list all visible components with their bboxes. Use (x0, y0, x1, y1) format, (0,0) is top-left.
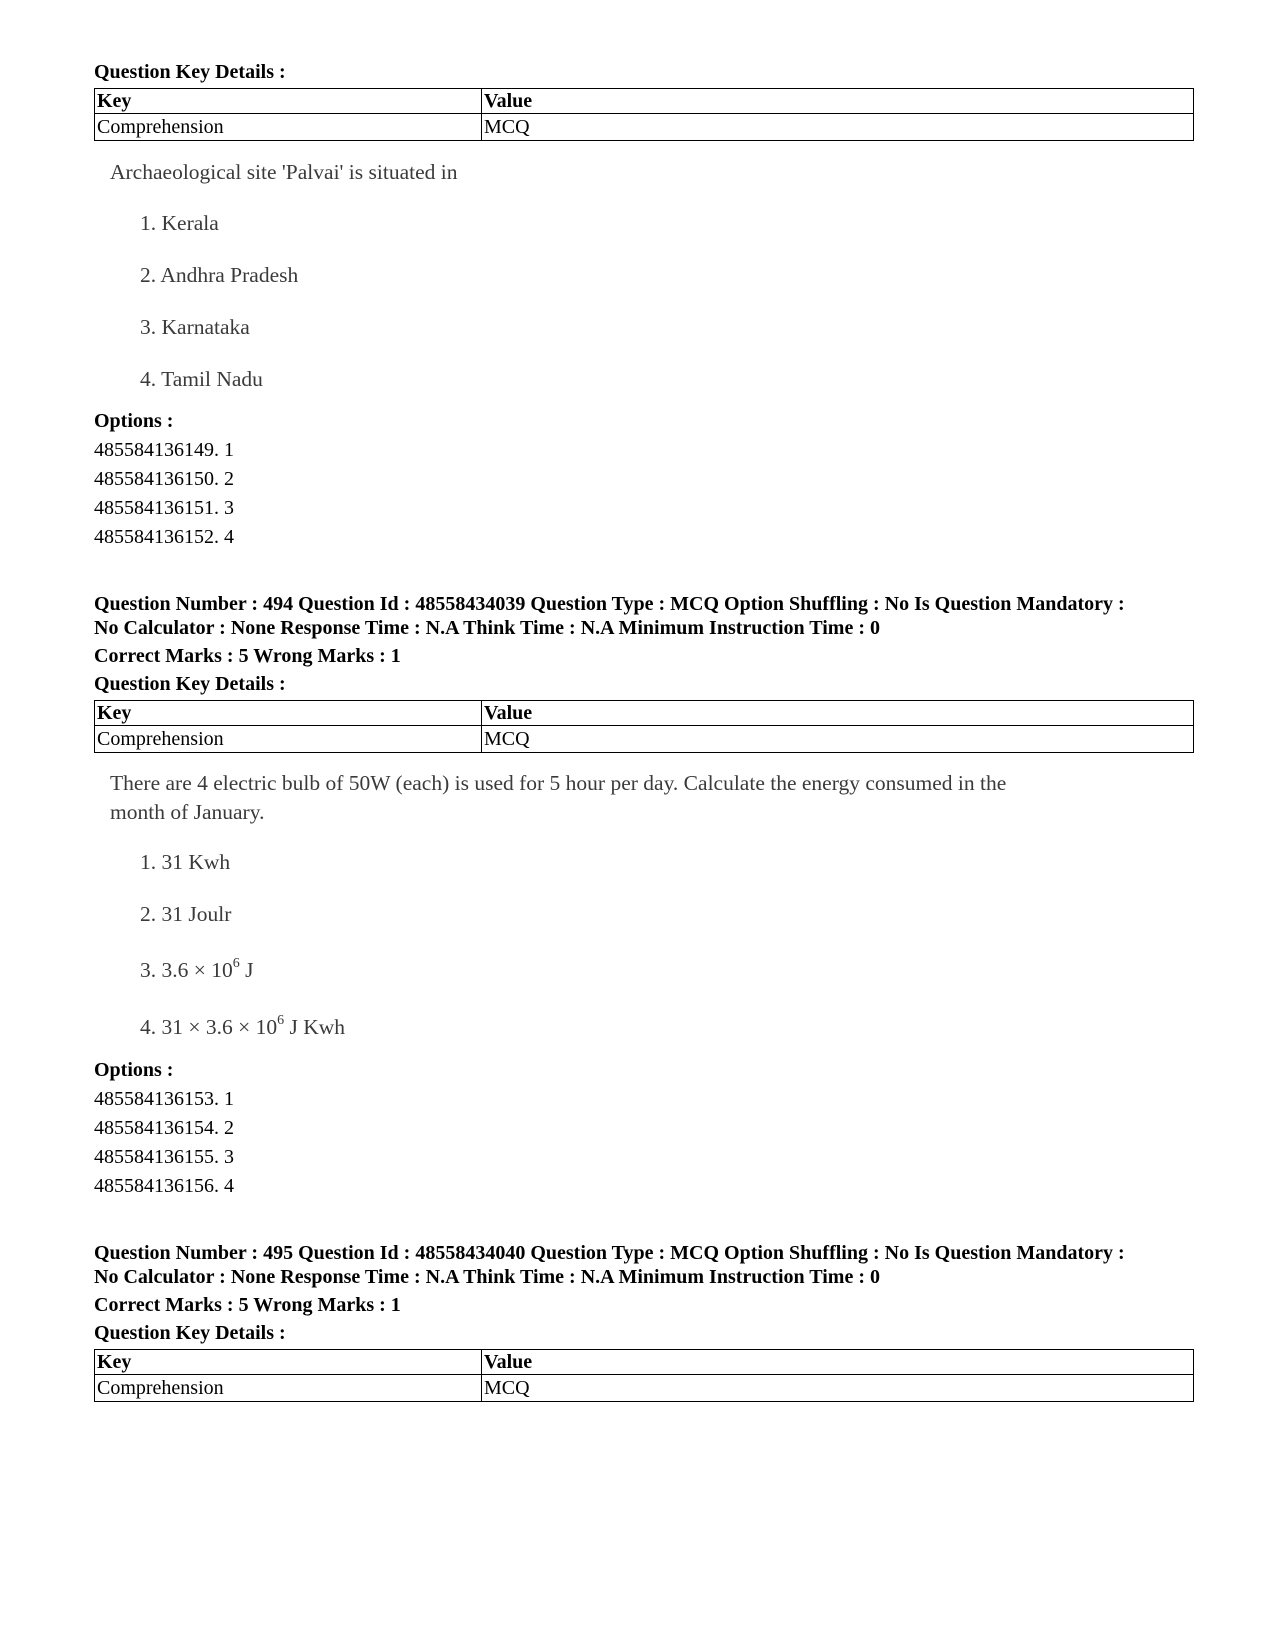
q1-question-text: Archaeological site 'Palvai' is situated in (110, 160, 458, 184)
q2-choice-2: 2. 31 Joulr (140, 902, 232, 926)
q2-header-line-1: Question Number : 494 Question Id : 48558434039 Question Type : MCQ Option Shuffling : No Is Question Mandatory : (94, 593, 1125, 615)
table-header-row (95, 701, 1194, 726)
table-cell-value: MCQ (482, 114, 1194, 141)
q2-key-details-label: Question Key Details : (94, 673, 286, 695)
q2-choice-list (110, 849, 1194, 1040)
q2-choice-3-unit: J (239, 958, 254, 982)
q1-choice-1: 1. Kerala (140, 211, 219, 235)
q3-header-line-2: No Calculator : None Response Time : N.A Think Time : N.A Minimum Instruction Time : 0 (94, 1266, 880, 1288)
q2-choice-3-exponent: 6 (232, 955, 240, 971)
q3-key-details-label: Question Key Details : (94, 1322, 286, 1344)
q2-key-details-table (94, 700, 1194, 753)
q1-option-4: 485584136152. 4 (94, 526, 234, 548)
q1-choice-3: 3. Karnataka (140, 315, 250, 339)
q1-option-3: 485584136151. 3 (94, 497, 234, 519)
table-header-row (95, 89, 1194, 114)
table-header-key: Key (95, 1350, 482, 1375)
q1-key-details-label: Question Key Details : (94, 61, 286, 83)
q2-choice-4-base: 4. 31 × 3.6 × 10 (140, 1015, 278, 1039)
q2-marks: Correct Marks : 5 Wrong Marks : 1 (94, 645, 401, 667)
table-header-key: Key (95, 89, 482, 114)
table-row (95, 1375, 1194, 1402)
table-cell-key: Comprehension (95, 114, 482, 141)
q1-choice-list (110, 210, 1194, 392)
q2-header (94, 592, 1194, 640)
q2-option-1: 485584136153. 1 (94, 1088, 234, 1110)
q3-header (94, 1241, 1194, 1289)
q1-option-1: 485584136149. 1 (94, 439, 234, 461)
table-cell-key: Comprehension (95, 1375, 482, 1402)
q2-choice-1: 1. 31 Kwh (140, 850, 231, 874)
q1-key-details-table (94, 88, 1194, 141)
q1-options-list (94, 436, 1194, 552)
table-cell-value: MCQ (482, 1375, 1194, 1402)
q2-question-text-line-1: There are 4 electric bulb of 50W (each) is used for 5 hour per day. Calculate the energy consumed in the (110, 771, 1007, 795)
q1-options-label: Options : (94, 410, 174, 432)
q2-header-line-2: No Calculator : None Response Time : N.A Think Time : N.A Minimum Instruction Time : 0 (94, 617, 880, 639)
q2-option-3: 485584136155. 3 (94, 1146, 234, 1168)
q3-key-details-table (94, 1349, 1194, 1402)
q3-header-line-1: Question Number : 495 Question Id : 48558434040 Question Type : MCQ Option Shuffling : No Is Question Mandatory : (94, 1242, 1125, 1264)
q2-choice-4-exponent: 6 (277, 1012, 285, 1028)
table-header-value: Value (482, 701, 1194, 726)
table-header-value: Value (482, 1350, 1194, 1375)
table-header-value: Value (482, 89, 1194, 114)
q2-options-list (94, 1085, 1194, 1201)
q1-choice-4: 4. Tamil Nadu (140, 367, 263, 391)
q1-option-2: 485584136150. 2 (94, 468, 234, 490)
table-row (95, 726, 1194, 753)
document-page (94, 58, 1194, 1402)
q2-question-image (110, 769, 1194, 1040)
q2-choice-3-base: 3. 3.6 × 10 (140, 958, 233, 982)
q2-choice-3 (140, 957, 1194, 983)
q1-choice-2: 2. Andhra Pradesh (140, 263, 299, 287)
q2-choice-4-unit: J Kwh (284, 1015, 346, 1039)
q2-choice-4 (140, 1014, 1194, 1040)
table-row (95, 114, 1194, 141)
table-header-row (95, 1350, 1194, 1375)
q2-option-4: 485584136156. 4 (94, 1175, 234, 1197)
q2-options-label: Options : (94, 1059, 174, 1081)
q2-question-text-line-2: month of January. (110, 800, 265, 824)
q1-question-image (110, 158, 1194, 392)
table-cell-key: Comprehension (95, 726, 482, 753)
table-cell-value: MCQ (482, 726, 1194, 753)
table-header-key: Key (95, 701, 482, 726)
q3-marks: Correct Marks : 5 Wrong Marks : 1 (94, 1294, 401, 1316)
q2-option-2: 485584136154. 2 (94, 1117, 234, 1139)
